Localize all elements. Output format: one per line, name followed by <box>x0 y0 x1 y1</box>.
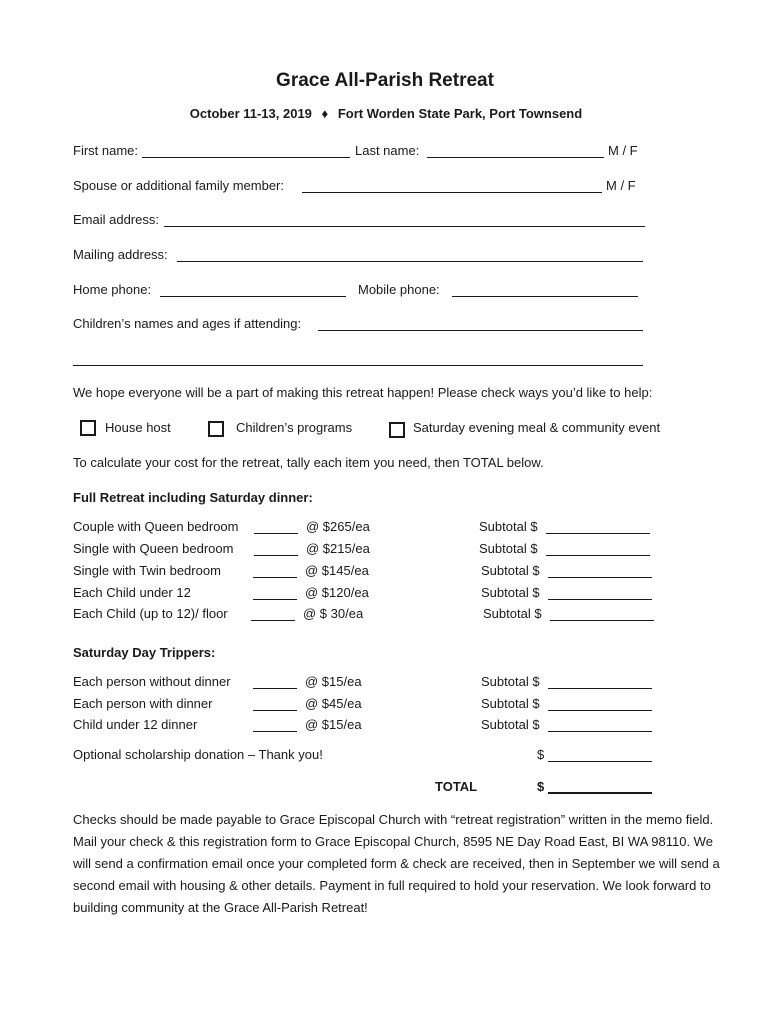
list-item-price: @ $215/ea <box>306 541 370 556</box>
list-item-price: @ $45/ea <box>305 696 362 711</box>
list-item-label: Couple with Queen bedroom <box>73 519 239 534</box>
list-item-label: Each person without dinner <box>73 674 231 689</box>
spouse-gender-select[interactable]: M / F <box>606 178 636 193</box>
total-dollar: $ <box>537 779 545 794</box>
email-field[interactable] <box>164 226 645 227</box>
children-label: Children’s names and ages if attending: <box>73 316 302 331</box>
list-item-price: @ $145/ea <box>305 563 369 578</box>
total-label: TOTAL <box>435 779 478 794</box>
childrens-programs-label: Children’s programs <box>236 420 353 435</box>
event-location: Fort Worden State Park, Port Townsend <box>337 106 583 121</box>
total-field[interactable] <box>548 792 652 794</box>
quantity-field[interactable] <box>253 688 297 689</box>
mobile-phone-field[interactable] <box>452 296 638 297</box>
home-phone-label: Home phone: <box>73 282 152 297</box>
list-item-price: @ $265/ea <box>306 519 370 534</box>
subtotal-label: Subtotal $ <box>481 585 540 600</box>
list-item-label: Single with Queen bedroom <box>73 541 234 556</box>
email-label: Email address: <box>73 212 159 227</box>
event-date: October 11-13, 2019 <box>189 106 312 121</box>
gender-select[interactable]: M / F <box>608 143 638 158</box>
house-host-checkbox[interactable] <box>80 420 96 436</box>
event-subtitle <box>0 106 770 121</box>
quantity-field[interactable] <box>253 710 297 711</box>
list-item-price: @ $15/ea <box>305 674 362 689</box>
list-item-label: Each Child (up to 12)/ floor <box>73 606 228 621</box>
subtotal-field[interactable] <box>550 620 654 621</box>
cost-intro: To calculate your cost for the retreat, tally each item you need, then TOTAL below. <box>73 455 544 470</box>
spouse-field[interactable] <box>302 192 602 193</box>
donation-field[interactable] <box>548 761 652 762</box>
saturday-meal-checkbox[interactable] <box>389 422 405 438</box>
house-host-label: House host <box>105 420 171 435</box>
help-prompt: We hope everyone will be a part of making this retreat happen! Please check ways you’d like to help: <box>73 385 653 400</box>
first-name-label: First name: <box>73 143 139 158</box>
subtotal-label: Subtotal $ <box>481 674 540 689</box>
quantity-field[interactable] <box>251 620 295 621</box>
list-item-price: @ $ 30/ea <box>303 606 364 621</box>
list-item-label: Child under 12 dinner <box>73 717 198 732</box>
subtotal-field[interactable] <box>548 710 652 711</box>
subtotal-field[interactable] <box>546 555 650 556</box>
diamond-icon: ♦ <box>321 106 329 121</box>
first-name-field[interactable] <box>142 157 350 158</box>
subtotal-field[interactable] <box>548 731 652 732</box>
day-trippers-heading: Saturday Day Trippers: <box>73 645 216 660</box>
subtotal-field[interactable] <box>548 599 652 600</box>
list-item-price: @ $15/ea <box>305 717 362 732</box>
subtotal-field[interactable] <box>548 577 652 578</box>
subtotal-field[interactable] <box>546 533 650 534</box>
list-item-label: Each person with dinner <box>73 696 213 711</box>
saturday-meal-label: Saturday evening meal & community event <box>413 420 661 435</box>
childrens-programs-checkbox[interactable] <box>208 421 224 437</box>
subtotal-label: Subtotal $ <box>483 606 542 621</box>
subtotal-field[interactable] <box>548 688 652 689</box>
last-name-label: Last name: <box>355 143 420 158</box>
children-field[interactable] <box>318 330 643 331</box>
spouse-label: Spouse or additional family member: <box>73 178 284 193</box>
list-item-label: Single with Twin bedroom <box>73 563 221 578</box>
full-retreat-heading: Full Retreat including Saturday dinner: <box>73 490 313 505</box>
payment-instructions: Checks should be made payable to Grace Episcopal Church with “retreat registration” written in the memo field. Mail your check & this registration form to Grace Episcopal Church, 8595 NE Day Road East, BI WA 98110. We will send a confirmation email once your completed form & check are received, then in September we will send a second email with housing & other details. Payment in full required to hold your reservation. We look forward to building community at the Grace All-Parish Retreat! <box>73 812 720 915</box>
list-item-price: @ $120/ea <box>305 585 369 600</box>
quantity-field[interactable] <box>253 577 297 578</box>
mobile-phone-label: Mobile phone: <box>358 282 440 297</box>
subtotal-label: Subtotal $ <box>479 541 538 556</box>
last-name-field[interactable] <box>427 157 604 158</box>
subtotal-label: Subtotal $ <box>481 717 540 732</box>
children-field-line-2[interactable] <box>73 365 643 366</box>
donation-label: Optional scholarship donation – Thank you! <box>73 747 323 762</box>
quantity-field[interactable] <box>254 555 298 556</box>
subtotal-label: Subtotal $ <box>481 696 540 711</box>
mailing-address-label: Mailing address: <box>73 247 168 262</box>
mailing-address-field[interactable] <box>177 261 643 262</box>
subtotal-label: Subtotal $ <box>479 519 538 534</box>
home-phone-field[interactable] <box>160 296 346 297</box>
list-item-label: Each Child under 12 <box>73 585 191 600</box>
subtotal-label: Subtotal $ <box>481 563 540 578</box>
page-title: Grace All-Parish Retreat <box>276 70 494 91</box>
donation-dollar: $ <box>537 747 545 762</box>
quantity-field[interactable] <box>253 731 297 732</box>
quantity-field[interactable] <box>254 533 298 534</box>
quantity-field[interactable] <box>253 599 297 600</box>
